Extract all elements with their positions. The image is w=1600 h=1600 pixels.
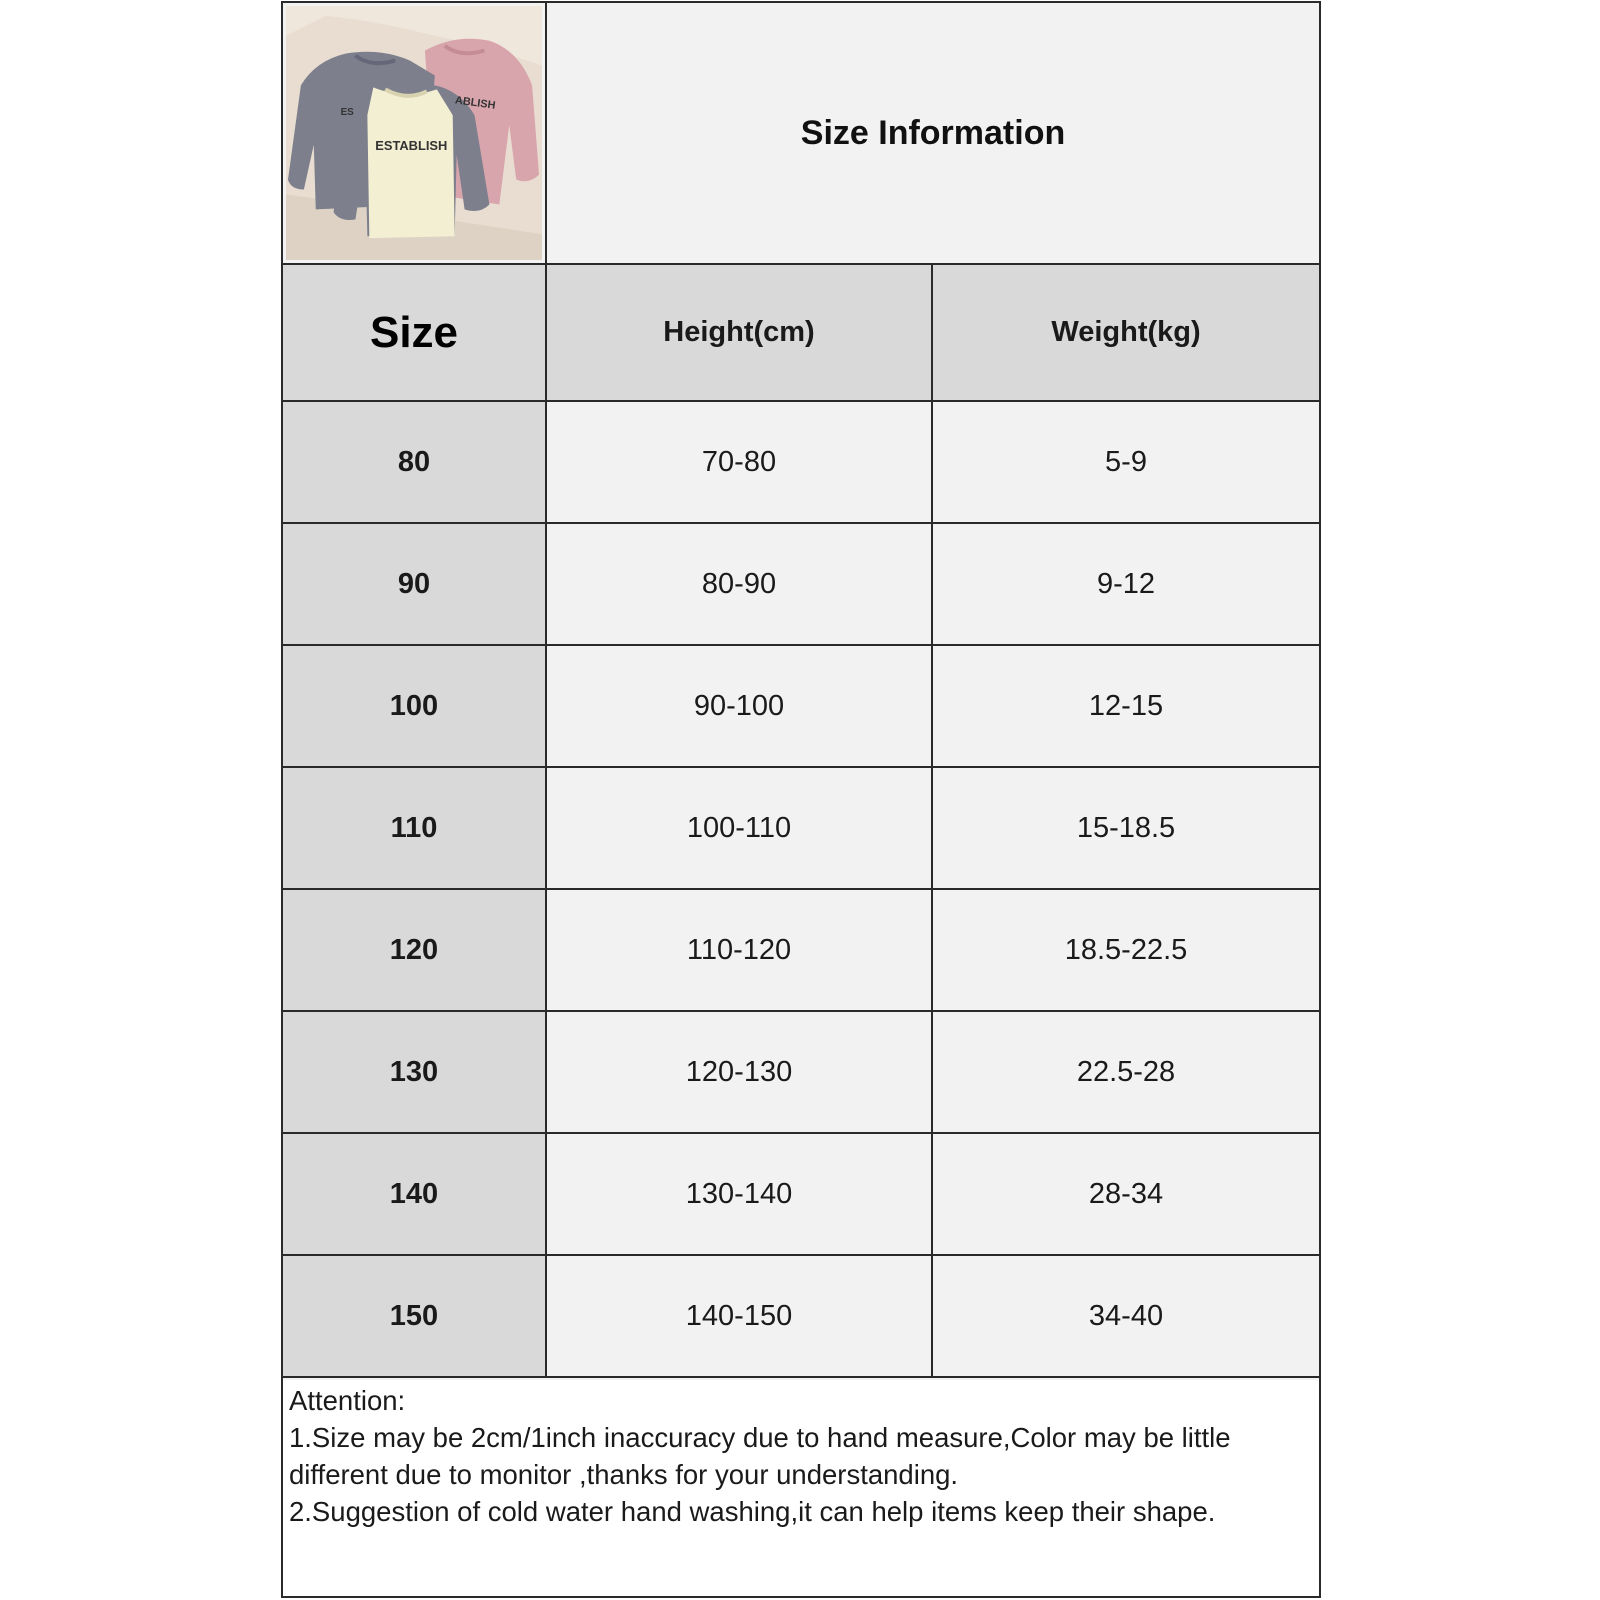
weight-cell: 9-12 (933, 524, 1319, 644)
height-cell: 100-110 (547, 768, 933, 888)
size-cell: 90 (283, 524, 547, 644)
notes-heading: Attention: (289, 1385, 406, 1416)
weight-cell: 28-34 (933, 1134, 1319, 1254)
table-row (283, 646, 1319, 768)
svg-text:ESTABLISH: ESTABLISH (375, 137, 448, 153)
height-cell: 90-100 (547, 646, 933, 766)
table-row (283, 768, 1319, 890)
size-cell: 80 (283, 402, 547, 522)
height-cell: 70-80 (547, 402, 933, 522)
svg-text:ABLISH: ABLISH (454, 94, 497, 112)
size-table (283, 265, 1319, 1378)
table-row (283, 1134, 1319, 1256)
attention-notes (283, 1380, 1319, 1596)
table-row (283, 890, 1319, 1012)
weight-cell: 5-9 (933, 402, 1319, 522)
size-chart (281, 1, 1321, 1598)
note-line-2: 2.Suggestion of cold water hand washing,it can help items keep their shape. (289, 1496, 1216, 1527)
weight-cell: 18.5-22.5 (933, 890, 1319, 1010)
page-title: Size Information (547, 3, 1319, 265)
table-header-row (283, 265, 1319, 402)
weight-cell: 34-40 (933, 1256, 1319, 1376)
size-cell: 110 (283, 768, 547, 888)
column-header-weight: Weight(kg) (1051, 316, 1201, 348)
size-cell: 150 (283, 1256, 547, 1376)
height-cell: 140-150 (547, 1256, 933, 1376)
height-cell: 130-140 (547, 1134, 933, 1254)
size-cell: 140 (283, 1134, 547, 1254)
column-header-height: Height(cm) (547, 265, 933, 400)
height-cell: 80-90 (547, 524, 933, 644)
note-line-1: 1.Size may be 2cm/1inch inaccuracy due to hand measure,Color may be little (289, 1422, 1231, 1453)
product-photo-cell (283, 3, 547, 265)
height-cell: 110-120 (547, 890, 933, 1010)
size-cell: 120 (283, 890, 547, 1010)
table-row (283, 1256, 1319, 1378)
column-header-size: Size (283, 265, 547, 400)
svg-text:ES: ES (340, 107, 354, 119)
size-cell: 130 (283, 1012, 547, 1132)
product-photo (286, 6, 542, 260)
table-row (283, 1012, 1319, 1134)
size-cell: 100 (283, 646, 547, 766)
weight-cell: 22.5-28 (933, 1012, 1319, 1132)
note-line-1-continued: different due to monitor ,thanks for your understanding. (289, 1459, 959, 1490)
table-row (283, 524, 1319, 646)
table-row (283, 402, 1319, 524)
height-cell: 120-130 (547, 1012, 933, 1132)
weight-cell: 15-18.5 (933, 768, 1319, 888)
weight-cell: 12-15 (933, 646, 1319, 766)
